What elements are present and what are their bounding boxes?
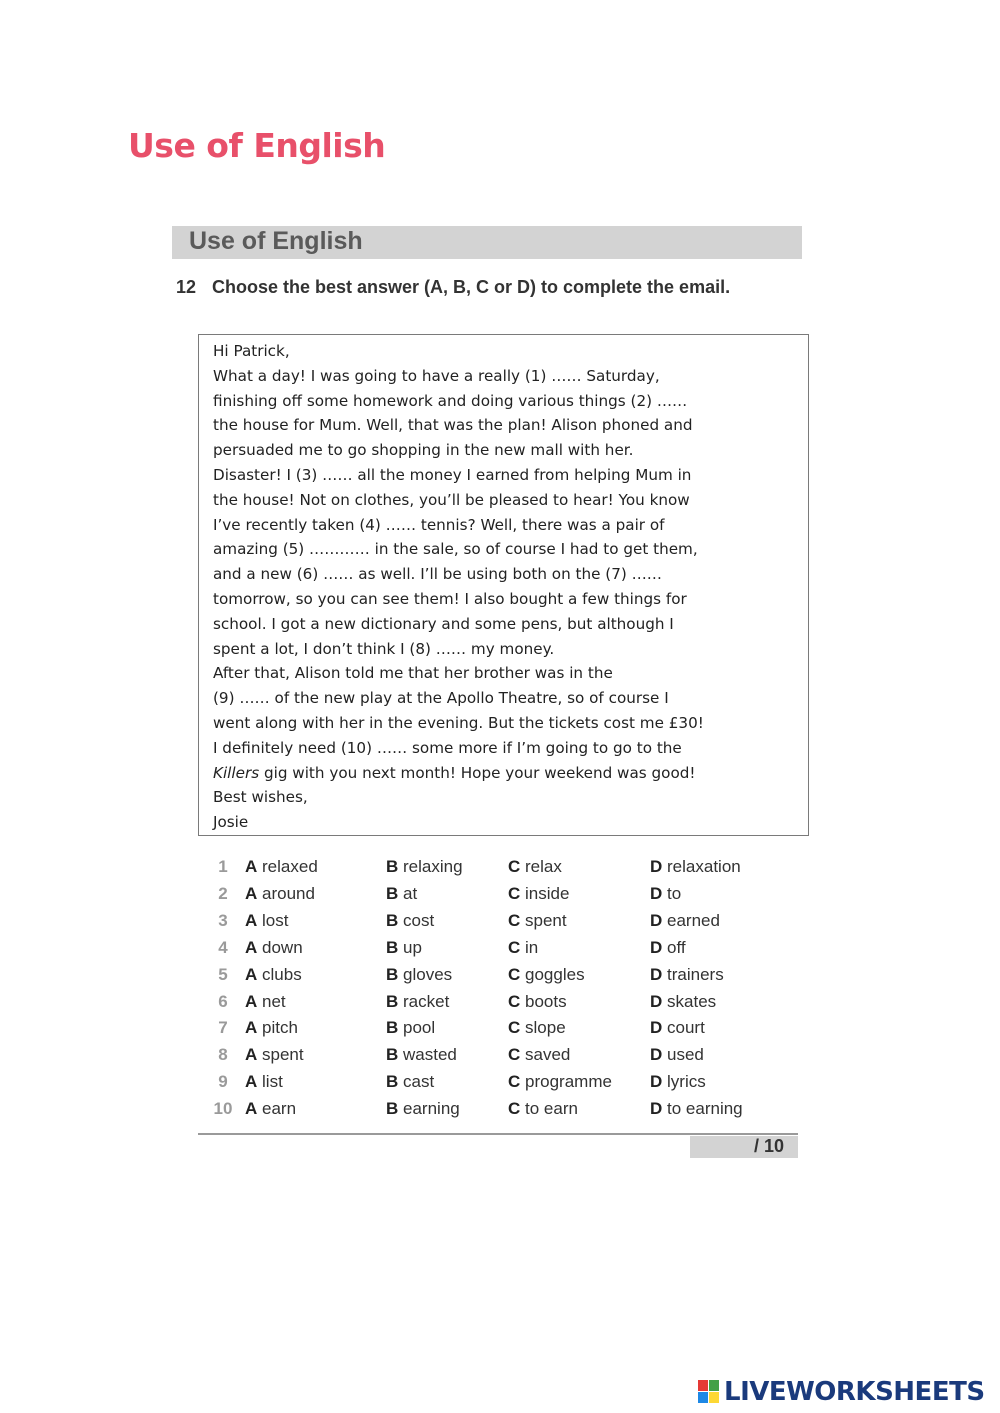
option-number: 9 <box>218 1072 228 1092</box>
option-letter: C <box>508 883 521 903</box>
option-c <box>508 857 562 877</box>
option-text: off <box>667 937 686 957</box>
option-text: clubs <box>262 964 302 984</box>
option-number: 8 <box>218 1045 228 1065</box>
option-b <box>386 911 434 931</box>
email-line: (9) …… of the new play at the Apollo Theatre, so of course I <box>213 689 669 708</box>
option-d <box>650 965 724 985</box>
option-text: earning <box>403 1099 460 1119</box>
option-d <box>650 992 716 1012</box>
option-d <box>650 1072 706 1092</box>
option-letter: A <box>245 1099 258 1119</box>
option-d <box>650 884 681 904</box>
option-text: boots <box>525 991 567 1011</box>
option-a <box>245 857 318 877</box>
option-text: inside <box>525 883 570 903</box>
question-text: Choose the best answer (A, B, C or D) to complete the email. <box>212 277 731 297</box>
email-line: What a day! I was going to have a really (1) …… Saturday, <box>213 366 660 385</box>
option-text: trainers <box>667 964 724 984</box>
email-line: spent a lot, I don’t think I (8) …… my money. <box>213 639 555 658</box>
option-c <box>508 884 569 904</box>
score-label: / 10 <box>753 1136 784 1156</box>
email-line: I definitely need (10) …… some more if I’m going to go to the <box>213 738 682 757</box>
email-line-text: gig with you next month! Hope your weekend was good! <box>263 763 696 782</box>
brand-name: LIVEWORKSHEETS <box>724 1377 985 1407</box>
logo-square <box>709 1380 719 1391</box>
option-letter: B <box>386 857 399 876</box>
option-row <box>210 884 810 910</box>
option-d <box>650 938 686 958</box>
email-line: amazing (5) ………… in the sale, so of course I had to get them, <box>213 540 698 559</box>
option-letter: B <box>386 1018 399 1038</box>
option-text: lost <box>262 910 289 930</box>
option-a <box>245 1045 304 1065</box>
option-b <box>386 1018 435 1038</box>
option-letter: A <box>245 857 258 876</box>
option-b <box>386 1099 460 1119</box>
option-letter: C <box>508 857 521 876</box>
logo-square <box>698 1392 708 1403</box>
option-text: relaxing <box>403 857 463 876</box>
email-line: and a new (6) …… as well. I’ll be using both on the (7) …… <box>213 565 662 584</box>
option-text: skates <box>667 991 717 1011</box>
option-text: spent <box>262 1045 304 1065</box>
option-text: pitch <box>262 1018 298 1038</box>
option-letter: D <box>650 883 663 903</box>
email-line: the house for Mum. Well, that was the plan! Alison phoned and <box>213 416 693 435</box>
option-d <box>650 911 720 931</box>
option-text: relaxation <box>667 857 741 876</box>
option-letter: D <box>650 991 663 1011</box>
option-a <box>245 1099 296 1119</box>
option-number: 5 <box>218 964 228 984</box>
email-line <box>213 764 695 782</box>
option-row <box>210 938 810 964</box>
option-number: 7 <box>218 1018 228 1038</box>
option-row <box>210 911 810 937</box>
option-letter: A <box>245 883 258 903</box>
option-number: 4 <box>218 937 228 957</box>
email-line: finishing off some homework and doing various things (2) …… <box>213 391 688 410</box>
option-letter: C <box>508 910 521 930</box>
option-number: 1 <box>218 857 228 876</box>
option-text: down <box>262 937 303 957</box>
option-letter: A <box>245 910 258 930</box>
option-letter: D <box>650 1072 663 1092</box>
option-c <box>508 1018 566 1038</box>
option-row <box>210 1045 810 1071</box>
option-text: cost <box>403 910 435 930</box>
option-a <box>245 938 303 958</box>
option-text: lyrics <box>667 1072 706 1092</box>
option-text: court <box>667 1018 705 1038</box>
option-d <box>650 1018 705 1038</box>
option-letter: B <box>386 1072 399 1092</box>
option-text: wasted <box>403 1045 457 1065</box>
option-text: to earn <box>525 1099 578 1119</box>
email-line: After that, Alison told me that her brother was in the <box>213 664 613 683</box>
option-text: used <box>667 1045 704 1065</box>
option-letter: A <box>245 1018 258 1038</box>
option-text: relax <box>525 857 562 876</box>
option-text: at <box>403 883 418 903</box>
option-letter: C <box>508 1045 521 1065</box>
option-letter: A <box>245 991 258 1011</box>
option-row <box>210 992 810 1018</box>
email-line: school. I got a new dictionary and some pens, but although I <box>213 614 674 633</box>
option-letter: B <box>386 991 399 1011</box>
option-text: list <box>262 1072 283 1092</box>
page-title: Use of English <box>128 126 386 165</box>
option-letter: C <box>508 1018 521 1038</box>
option-row <box>210 857 810 883</box>
option-a <box>245 965 302 985</box>
option-letter: B <box>386 964 399 984</box>
option-a <box>245 911 288 931</box>
liveworksheets-logo-icon <box>698 1380 720 1404</box>
option-letter: B <box>386 883 399 903</box>
option-letter: B <box>386 910 399 930</box>
option-b <box>386 992 449 1012</box>
email-line: Best wishes, <box>213 788 308 807</box>
option-b <box>386 857 463 877</box>
option-letter: C <box>508 937 521 957</box>
option-text: net <box>262 991 286 1011</box>
email-line: tomorrow, so you can see them! I also bought a few things for <box>213 590 687 608</box>
option-d <box>650 857 741 877</box>
option-c <box>508 938 538 958</box>
email-line: Disaster! I (3) …… all the money I earned from helping Mum in <box>213 466 692 484</box>
divider <box>198 1133 798 1135</box>
option-letter: A <box>245 1045 258 1065</box>
option-text: earn <box>262 1099 297 1119</box>
option-text: saved <box>525 1045 571 1065</box>
option-c <box>508 911 567 931</box>
section-header: Use of English <box>189 227 363 255</box>
option-letter: D <box>650 1018 663 1038</box>
option-text: in <box>525 937 539 957</box>
option-text: around <box>262 883 315 903</box>
option-a <box>245 1072 283 1092</box>
option-text: slope <box>525 1018 566 1038</box>
question-number: 12 <box>176 277 197 297</box>
option-letter: D <box>650 937 663 957</box>
option-letter: A <box>245 937 258 957</box>
option-d <box>650 1045 704 1065</box>
option-c <box>508 965 585 985</box>
score-box <box>690 1136 798 1158</box>
option-text: to earning <box>667 1099 743 1119</box>
option-letter: C <box>508 991 521 1011</box>
option-text: programme <box>525 1072 612 1092</box>
option-text: gloves <box>403 964 453 984</box>
option-c <box>508 1099 578 1119</box>
option-letter: B <box>386 937 399 957</box>
option-text: up <box>403 937 422 957</box>
option-a <box>245 1018 298 1038</box>
option-letter: D <box>650 857 663 876</box>
option-text: relaxed <box>262 857 318 876</box>
email-line: persuaded me to go shopping in the new mall with her. <box>213 441 634 460</box>
email-line: the house! Not on clothes, you’ll be pleased to hear! You know <box>213 490 690 509</box>
band-name: Killers <box>213 763 260 782</box>
option-letter: B <box>386 1099 399 1119</box>
logo-square <box>698 1380 708 1391</box>
option-a <box>245 884 315 904</box>
option-text: cast <box>403 1072 435 1092</box>
option-b <box>386 884 417 904</box>
option-letter: C <box>508 964 521 984</box>
option-c <box>508 992 567 1012</box>
option-b <box>386 1072 434 1092</box>
option-letter: C <box>508 1099 521 1119</box>
option-row <box>210 965 810 991</box>
option-letter: C <box>508 1072 521 1092</box>
option-text: goggles <box>525 964 585 984</box>
option-b <box>386 938 422 958</box>
option-number: 6 <box>218 991 228 1011</box>
option-number: 2 <box>218 883 228 903</box>
option-b <box>386 965 452 985</box>
option-text: earned <box>667 910 720 930</box>
email-line: Hi Patrick, <box>213 342 290 360</box>
option-letter: D <box>650 1099 663 1119</box>
option-letter: D <box>650 1045 663 1065</box>
option-letter: A <box>245 1072 258 1092</box>
email-line: I’ve recently taken (4) …… tennis? Well, there was a pair of <box>213 515 665 534</box>
section-header-bar <box>172 226 802 259</box>
option-row <box>210 1099 810 1125</box>
option-text: to <box>667 883 682 903</box>
option-row <box>210 1072 810 1098</box>
option-text: pool <box>403 1018 436 1038</box>
option-text: racket <box>403 991 450 1011</box>
option-number: 3 <box>218 910 228 930</box>
logo-square <box>709 1392 719 1403</box>
option-row <box>210 1018 810 1044</box>
option-c <box>508 1072 612 1092</box>
email-line: Josie <box>213 813 249 832</box>
email-line: went along with her in the evening. But the tickets cost me £30! <box>213 714 704 732</box>
option-d <box>650 1099 743 1119</box>
option-c <box>508 1045 570 1065</box>
option-a <box>245 992 286 1012</box>
option-letter: D <box>650 964 663 984</box>
option-number: 10 <box>213 1099 233 1119</box>
option-letter: B <box>386 1045 399 1065</box>
option-letter: D <box>650 910 663 930</box>
option-text: spent <box>525 910 567 930</box>
option-b <box>386 1045 457 1065</box>
option-letter: A <box>245 964 258 984</box>
